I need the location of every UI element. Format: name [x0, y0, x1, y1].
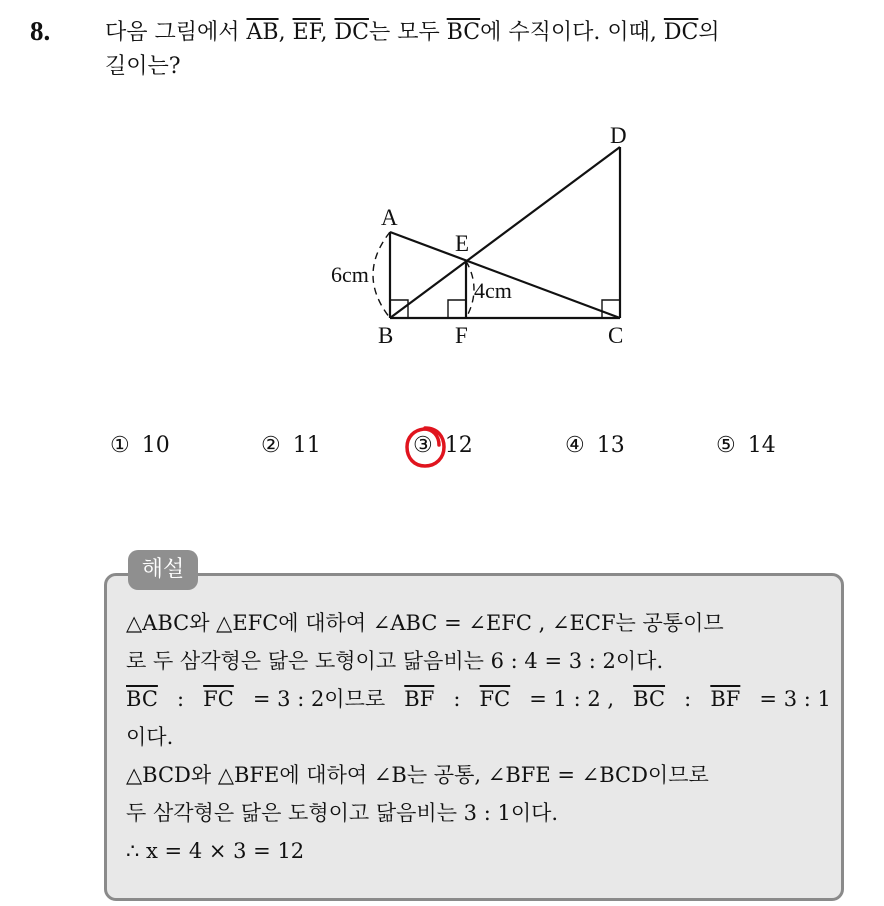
choice-value: 10 [141, 433, 170, 458]
choice-value: 11 [292, 433, 321, 458]
choice-value: 12 [444, 433, 473, 458]
solution-text-part: : [684, 687, 692, 711]
choice-1[interactable] [110, 433, 170, 458]
question-number: 8. [30, 16, 51, 46]
label-f: F [455, 323, 468, 348]
solution-text-part: : [453, 687, 461, 711]
solution-line: 이다. [126, 725, 174, 749]
length-label-ab: 6cm [331, 262, 369, 287]
choice-5[interactable] [716, 433, 776, 458]
segment-ac-line [390, 232, 620, 318]
solution-line: 로 두 삼각형은 닮은 도형이고 닮음비는 6 : 4 = 3 : 2이다. [126, 649, 664, 673]
segment-bc: $\overline{BC}$ [126, 687, 158, 711]
choice-marker: ② [261, 433, 281, 458]
length-label-ef: 4cm [474, 278, 512, 303]
dimension-arc-ef [466, 261, 474, 318]
choice-marker: ⑤ [716, 433, 736, 458]
segment-ef: $\overline{EF}$ [292, 20, 321, 45]
segment-fc: $\overline{FC}$ [479, 687, 511, 711]
solution-text-part: : [176, 687, 185, 711]
question-line-2: 길이는? [105, 54, 181, 79]
label-d: D [610, 123, 627, 148]
answer-choices [0, 433, 884, 473]
segment-bf: $\overline{BF}$ [404, 687, 435, 711]
choice-marker: ① [110, 433, 130, 458]
label-a: A [381, 205, 398, 230]
choice-4[interactable] [565, 433, 625, 458]
choice-3[interactable] [413, 433, 473, 458]
segment-dc: $\overline{DC}$ [334, 20, 369, 45]
choice-value: 13 [596, 433, 625, 458]
solution-text-part: = 3 : 1 [759, 687, 831, 711]
dimension-arc-ab [373, 232, 390, 318]
solution-text [126, 604, 831, 870]
solution-text-part: = 3 : 2이므로 [252, 687, 386, 711]
geometry-figure [300, 110, 660, 360]
label-e: E [455, 231, 470, 256]
right-angle-mark-f [448, 300, 466, 318]
solution-line [126, 680, 831, 718]
segment-ab: $\overline{AB}$ [246, 20, 279, 45]
solution-line: 두 삼각형은 닮은 도형이고 닮음비는 3 : 1이다. [126, 801, 559, 825]
question-text-part: 의 [698, 20, 720, 45]
segment-bf: $\overline{BF}$ [710, 687, 741, 711]
solution-line: △BCD와 △BFE에 대하여 ∠B는 공통, ∠BFE = ∠BCD이므로 [126, 763, 709, 787]
segment-fc: $\overline{FC}$ [203, 687, 234, 711]
question-text-part: 다음 그림에서 [105, 20, 247, 45]
solution-line: ∴ x = 4 × 3 = 12 [126, 839, 305, 863]
choice-value: 14 [747, 433, 776, 458]
separator: , [320, 20, 335, 45]
label-c: C [608, 323, 624, 348]
label-b: B [378, 323, 394, 348]
question-text-part: 에 수직이다. 이때, [480, 20, 664, 45]
segment-bc: $\overline{BC}$ [446, 20, 481, 45]
choice-marker: ④ [565, 433, 585, 458]
segment-dc: $\overline{DC}$ [663, 20, 699, 45]
solution-tab: 해설 [128, 550, 198, 590]
choice-2[interactable] [261, 433, 321, 458]
separator: , [278, 20, 293, 45]
segment-bc: $\overline{BC}$ [633, 687, 666, 711]
question-line-1 [105, 16, 865, 50]
choice-marker: ③ [413, 433, 433, 458]
solution-line: △ABC와 △EFC에 대하여 ∠ABC = ∠EFC , ∠ECF는 공통이므 [126, 611, 724, 635]
question-text-part: 는 모두 [368, 20, 447, 45]
question-text [105, 16, 865, 84]
solution-text-part: = 1 : 2 , [529, 687, 615, 711]
